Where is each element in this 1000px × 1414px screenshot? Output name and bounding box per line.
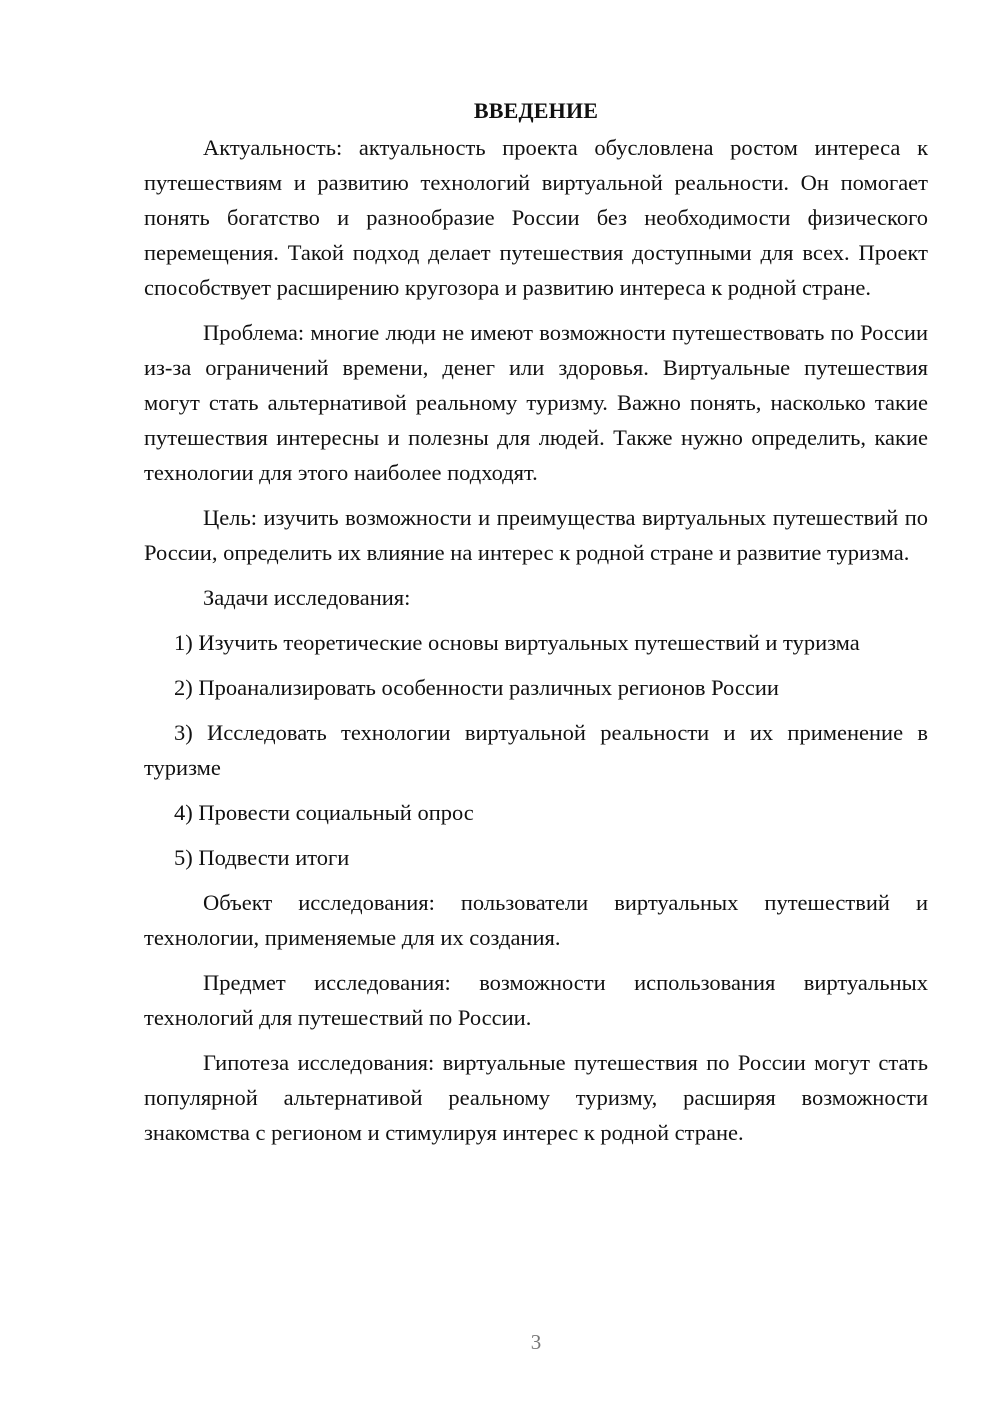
task-item-1: 1) Изучить теоретические основы виртуальных путешествий и туризма <box>174 630 860 655</box>
task-item-5: 5) Подвести итоги <box>174 845 350 870</box>
task-item-4: 4) Провести социальный опрос <box>174 800 474 825</box>
task-item-2: 2) Проанализировать особенности различных регионов России <box>174 675 779 700</box>
hypothesis-paragraph: Гипотеза исследования: виртуальные путешествия по России могут стать популярной альтернативой реальному туризму, расширяя возможности знакомства с регионом и стимулируя интерес к родной стране. <box>144 1050 928 1145</box>
relevance-paragraph: Актуальность: актуальность проекта обусловлена ростом интереса к путешествиям и развитию технологий виртуальной реальности. Он помогает понять богатство и разнообразие России без необходимости физического перемещения. Такой подход делает путешествия доступными для всех. Проект способствует расширению кругозора и развитию интереса к родной стране. <box>144 135 928 300</box>
tasks-heading: Задачи исследования: <box>203 585 411 610</box>
page-number: 3 <box>530 1330 542 1354</box>
tasks-list <box>144 625 928 875</box>
goal-paragraph: Цель: изучить возможности и преимущества виртуальных путешествий по России, определить их влияние на интерес к родной стране и развитие туризма. <box>144 505 928 565</box>
page-title: ВВЕДЕНИЕ <box>473 98 599 123</box>
problem-paragraph: Проблема: многие люди не имеют возможности путешествовать по России из-за ограничений времени, денег или здоровья. Виртуальные путешествия могут стать альтернативой реальному туризму. Важно понять, насколько такие путешествия интересны и полезны для людей. Также нужно определить, какие технологии для этого наиболее подходят. <box>144 320 928 485</box>
subject-paragraph: Предмет исследования: возможности использования виртуальных технологий для путешествий по России. <box>144 970 928 1030</box>
object-paragraph: Объект исследования: пользователи виртуальных путешествий и технологии, применяемые для их создания. <box>144 890 928 950</box>
task-item-3: 3) Исследовать технологии виртуальной реальности и их применение в туризме <box>144 720 928 780</box>
document-page <box>144 94 928 1160</box>
